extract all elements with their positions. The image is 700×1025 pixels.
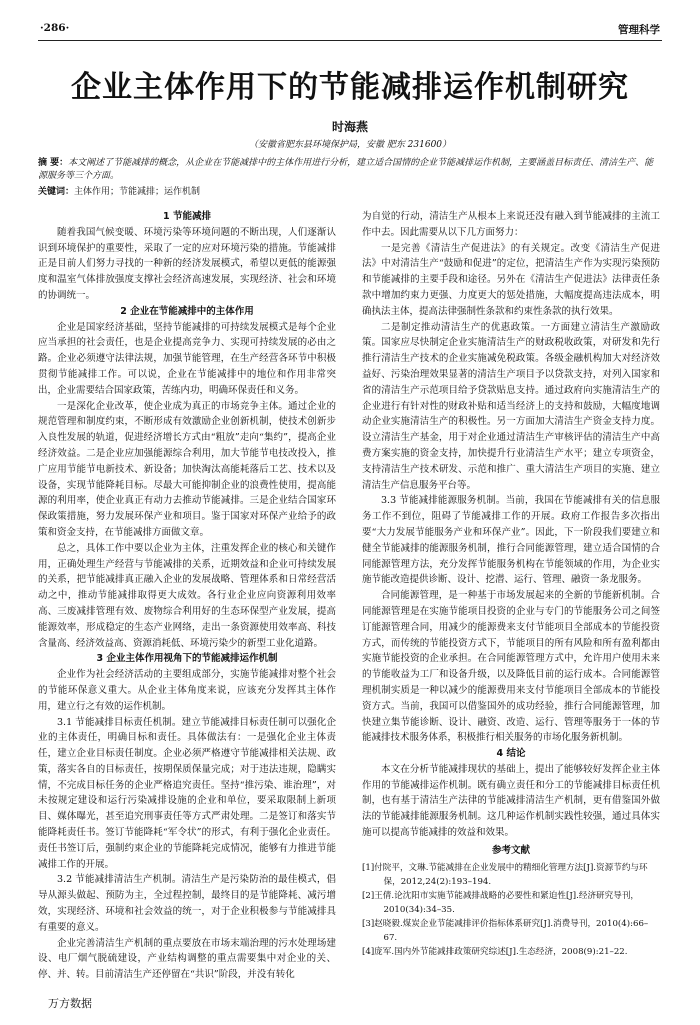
paragraph: 二是制定推动清洁生产的优惠政策。一方面建立清洁生产激励政策。国家应尽快制定企业实施清洁生产的财政税收政策，对研发和先行推行清洁生产技术的企业实施减免税政策。各级金融机构加大对经济效益好、污染治理效果显著的清洁生产项目予以贷款支持，对列入国家和省的清洁生产示范项目给予贷款贴息支持。通过政府向实施清洁生产的企业进行有针对性的财政补贴和适当经济上的支持和鼓励，大幅度地调动企业实施清洁生产的积极性。另一方面加大清洁生产资金支持力度。设立清洁生产基金，用于对企业通过清洁生产审核评估的清洁生产中高费方案实施的资金支持，加快提升行业清洁生产水平；建立专项资金，支持清洁生产技术研发、示范和推广、重大清洁生产项目的实施、建立清洁生产信息服务平台等。 [362,321,660,491]
right-column [362,209,660,959]
running-header [40,22,660,40]
author: 时海燕 [331,120,368,134]
abstract [38,157,660,183]
references-heading: 参考文献 [491,844,530,856]
header-rule [38,40,662,41]
left-column [38,209,336,983]
page-number: ·286· [40,22,70,34]
reference-item: [4]庞军.国内外节能减排政策研究综述[J].生态经济，2008(9):21–22. [362,946,628,957]
paragraph: 企业完善清洁生产机制的重点要放在市场末端治理的污水处理场建设、电厂烟气脱硫建设，产业结构调整的重点需要集中对企业的关、停、并、转。目前清洁生产还停留在“共识”阶段，并没有转化 [38,937,336,981]
article-title: 企业主体作用下的节能减排运作机制研究 [71,70,629,105]
paragraph: 3.1 节能减排目标责任机制。建立节能减排目标责任制可以强化企业的主体责任，明确目标和责任。具体做法有：一是强化企业主体责任，建立企业目标责任制度。企业必须严格遵守节能减排相关法规、政策，落实各自的目标责任，按期保质保量完成；对于违法违规，隐瞒实情，不完成目标任务的企业严格追究责任。坚持“推污染、谁治理”，对未按规定建设和运行污染减排设施的企业和单位，要采取限制上新项目、媒体曝光，甚至追究刑事责任等方式严肃处理。二是签订和落实节能降耗责任书。签订节能降耗“军令状”的形式，有利于强化企业责任。责任书签订后，强制约束企业的节能降耗完成情况，能够有力推进节能减排工作的开展。 [38,716,336,870]
paragraph: 为自觉的行动，清洁生产从根本上来说还没有融入到节能减排的主流工作中去。因此需要从以下几方面努力： [362,211,660,238]
abstract-label: 摘 要： [38,158,69,168]
paragraph: 随着我国气候变暖、环境污染等环境问题的不断出现，人们逐渐认识到环境保护的重要性，采取了一定的应对环境污染的措施。节能减排正是目前人们努力寻找的一种新的经济发展模式，希望以更低的能源强度和温室气体排放强度支撑社会经济高速发展，实现经济、社会和环境的协调统一。 [38,226,336,301]
paragraph: 企业作为社会经济活动的主要组成部分，实施节能减排对整个社会的节能环保意义重大。从企业主体角度来说，应该充分发挥其主体作用，建立行之有效的运作机制。 [38,669,336,712]
reference-item: [1]付院平，文琳.节能减排在企业发展中的精细化管理方法[J].资源节约与环保，2012,24(2):193–194. [362,862,648,887]
section-heading: 4 结论 [496,748,526,760]
abstract-text: 本文阐述了节能减排的概念，从企业在节能减排中的主体作用进行分析，建立适合国情的企业节能减排运作机制，主要涵盖目标责任、清洁生产、能源服务等三个方面。 [38,158,654,181]
paragraph: 一是完善《清洁生产促进法》的有关规定。改变《清洁生产促进法》中对清洁生产“鼓励和促进”的定位，把清洁生产作为实现污染预防和节能减排的主要手段和途径。另外在《清洁生产促进法》法律责任条款中增加约束力更强、力度更大的惩处措施，大幅度提高违法成本，明确执法主体，提高法律强制性条款和约束性条款的执行效果。 [362,242,660,317]
paragraph: 本文在分析节能减排现状的基础上，提出了能够较好发挥企业主体作用的节能减排运作机制。既有确立责任和分工的节能减排目标责任机制，也有基于清洁生产法律的节能减排清洁生产机制，更有借鉴国外做法的节能减排能源服务机制。这几种运作机制实践性较强，通过具体实施可以提高节能减排的效益和效果。 [362,763,660,839]
keywords [38,186,660,199]
section-heading: 1 节能减排 [163,211,211,222]
section-heading: 2 企业在节能减排中的主体作用 [120,305,254,317]
paragraph: 合同能源管理，是一种基于市场发展起来的全新的节能新机制。合同能源管理是在实施节能项目投资的企业与专门的节能服务公司之间签订能源管理合同，用减少的能源费来支付节能项目全部成本的节能投资方式，而传统的节能投资方式下，节能项目的所有风险和所有盈利都由实施节能投资的企业承担。在合同能源管理方式中，允许用户使用未来的节能收益为工厂和设备升级，以及降低目前的运行成本。合同能源管理机制实质是一种以减少的能源费用来支付节能项目全部成本的节能投资方式。当前，我国可以借鉴国外的成功经验，推行合同能源管理，加快建立集节能诊断、设计、融资、改造、运行、管理等服务于一体的节能减排技术服务体系，积极推行相关服务的市场化服务新机制。 [362,590,660,744]
keywords-label: 关键词： [38,187,75,197]
footer-watermark: 万方数据 [48,997,92,1010]
section-heading: 3 企业主体作用视角下的节能减排运作机制 [96,653,278,665]
paragraph: 3.2 节能减排清洁生产机制。清洁生产是污染防治的最佳模式，倡导从源头做起、预防为主，全过程控制，最终目的是节能降耗、减污增效，实现经济、环境和社会效益的统一，对于企业积极参与节能减排具有重要的意义。 [38,874,336,933]
paragraph: 3.3 节能减排能源服务机制。当前，我国在节能减排有关的信息服务工作不到位，阻碍了节能减排工作的开展。政府工作报告多次指出要“大力发展节能服务产业和环保产业”。因此，下一阶段我们要建立和健全节能减排的能源服务机制，推行合同能源管理，建立适合国情的合同能源管理方法，充分发挥节能服务机构在节能领域的作用，为企业实施节能改造提供诊断、设计、挖潜、运行、管理、融资一条龙服务。 [362,495,660,586]
paragraph: 一是深化企业改革，使企业成为真正的市场竞争主体。通过企业的规范管理和制度约束，不断形成有效激励企业创新机制，使技术创新步入良性发展的轨道，促进经济增长方式由“粗放”走向“集约”，提高企业经济效益。二是企业应加强能源综合利用，加大节能节电技改投入，推广应用节能节电新技术、新设备；加快淘汰高能耗落后工艺、技术以及设备，实现节能降耗目标。尽最大可能抑制企业的浪费性使用，提高能源的利用率，使企业真正有动力去推动节能减排。三是企业结合国家环保政策措施，努力发展环保产业和项目。鉴于国家对环保产业给予的政策和资金支持，在节能减排方面做文章。 [38,400,336,538]
affiliation: （安徽省肥东县环境保护局，安徽 肥东 231600） [248,140,452,150]
reference-item: [3]赵晓毅.煤炭企业节能减排评价指标体系研究[J].消费导刊，2010(4):66–67. [362,918,649,943]
paragraph: 企业是国家经济基础，坚持节能减排的可持续发展模式是每个企业应当承担的社会责任，也是企业提高竞争力、实现可持续发展的必由之路。企业必须遵守法律法规，加强节能管理，在生产经营各环节中积极贯彻节能减排工作。可以说，企业在节能减排中的地位和作用非常突出，企业需要结合国家政策，苦练内功，明确环保责任和义务。 [38,321,336,396]
journal-section: 管理科学 [618,24,660,36]
reference-item: [2]王倩.论沈阳市实施节能减排战略的必要性和紧迫性[J].经济研究导刊，2010(34):34–35. [362,890,640,915]
keywords-text: 主体作用；节能减排；运作机制 [74,187,201,197]
paragraph: 总之，具体工作中要以企业为主体，注重发挥企业的核心和关键作用，正确处理生产经营与节能减排的关系，近期效益和企业可持续发展的关系，把节能减排真正融入企业的发展战略、管理体系和日常经营活动之中，推动节能减排取得更大成效。各行业企业应向资源利用效率高、三废减排管理有效、废物综合利用好的生态环保型产业发展，提高能源效率，形成稳定的生态产业网络，走出一条资源使用效率高、科技含量高、经济效益高、资源消耗低、环境污染少的新型工业化道路。 [38,542,336,649]
